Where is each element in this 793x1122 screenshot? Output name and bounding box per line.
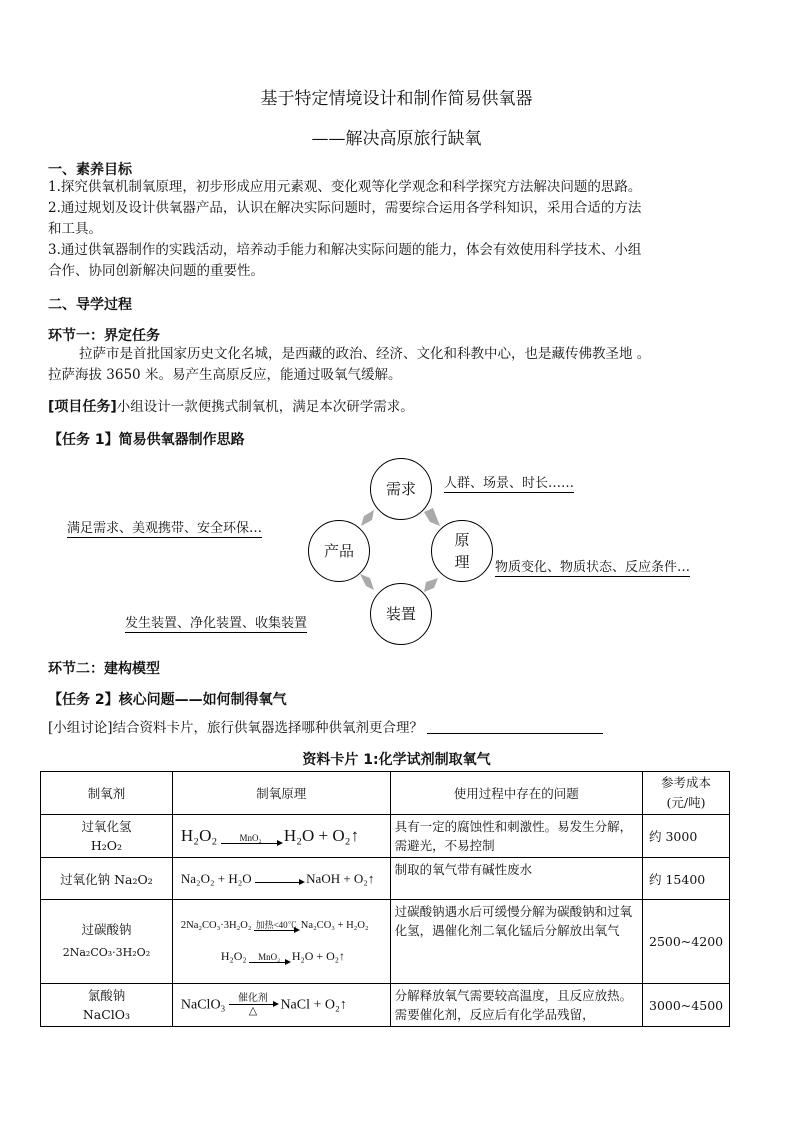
table-header-row	[41, 772, 730, 815]
header-cost-line2: (元/吨)	[666, 795, 706, 810]
goal-line-4: 3.通过供氧器制作的实践活动，培养动手能力和解决实际问题的能力，体会有效使用科学技术、小组	[48, 242, 642, 258]
problem-text: 具有一定的腐蚀性和刺激性。易发生分解，需避光，不易控制	[390, 815, 642, 858]
node-demand	[370, 458, 432, 520]
arrow-product-to-demand	[361, 510, 374, 526]
node-product-label: 产品	[323, 542, 354, 560]
header-agent: 制氧剂	[41, 772, 173, 815]
node-device-label: 装置	[385, 605, 416, 623]
equation-percarbonate: 2Na₂CO₃·3H₂O₂ 加热<40℃ Na₂CO₃ + H₂O₂ H₂O₂ MnO₂ H₂O + O₂↑	[172, 900, 390, 984]
table-row	[41, 984, 730, 1027]
link2-heading: 环节二：建构模型	[48, 661, 160, 677]
node-device	[370, 583, 432, 645]
note-principle: 物质变化、物质状态、反应条件…	[495, 556, 690, 577]
equation-na2o2: Na₂O₂ + H₂O NaOH + O₂↑	[172, 858, 390, 900]
cost-value: 约 3000	[643, 815, 730, 858]
document-title: 基于特定情境设计和制作简易供氧器	[260, 89, 533, 109]
task1-heading: 【任务 1】简易供氧器制作思路	[48, 432, 245, 448]
note-device: 发生装置、净化装置、收集装置	[125, 612, 307, 633]
goal-line-3: 和工具。	[48, 221, 102, 237]
problem-text: 过碳酸钠遇水后可缓慢分解为碳酸钠和过氧化氢，遇催化剂二氧化锰后分解放出氧气	[390, 900, 642, 984]
arrow-device-to-product	[360, 574, 374, 590]
node-principle-label-2: 理	[454, 553, 470, 571]
arrow-principle-to-device	[424, 578, 438, 592]
section1-heading: 一、素养目标	[48, 162, 132, 178]
problem-text: 分解释放氧气需要较高温度，且反应放热。需要催化剂，反应后有化学品残留，	[390, 984, 642, 1027]
document-subtitle: ——解决高原旅行缺氧	[311, 129, 482, 149]
project-task-label: [项目任务]	[48, 399, 117, 415]
table-row	[41, 858, 730, 900]
note-demand: 人群、场景、时长……	[444, 472, 574, 493]
note-product: 满足需求、美观携带、安全环保…	[67, 517, 262, 538]
node-principle-label-1: 原	[454, 531, 470, 549]
agent-formula: H₂O₂	[90, 838, 123, 853]
section2-heading: 二、导学过程	[48, 297, 132, 313]
equation-naclo3: NaClO₃ 催化剂 △ NaCl + O₂↑	[172, 984, 390, 1027]
goal-line-1: 1.探究供氧机制氧原理，初步形成应用元素观、变化观等化学观念和科学探究方法解决问题的思路。	[48, 179, 642, 195]
task2-heading: 【任务 2】核心问题——如何制得氧气	[48, 692, 287, 708]
goal-line-5: 合作、协同创新解决问题的重要性。	[48, 263, 264, 279]
header-cost-line1: 参考成本	[660, 775, 711, 790]
agent-name: 过碳酸钠	[81, 922, 132, 937]
agent-name: 过氧化氢	[81, 819, 132, 834]
link1-paragraph-line2: 拉萨海拔 3650 米。易产生高原反应，能通过吸氧气缓解。	[48, 367, 402, 383]
arrow-demand-to-principle	[424, 508, 440, 526]
project-task	[48, 397, 414, 418]
cost-value: 约 15400	[643, 858, 730, 900]
link1-heading: 环节一：界定任务	[48, 328, 160, 344]
table-row	[41, 815, 730, 858]
node-principle	[431, 520, 493, 582]
goal-line-2: 2.通过规划及设计供氧器产品，认识在解决实际问题时，需要综合运用各学科知识，采用合适的方法	[48, 200, 642, 216]
answer-blank[interactable]	[427, 733, 603, 734]
link1-paragraph-line1: 拉萨市是首批国家历史文化名城，是西藏的政治、经济、文化和科教中心，也是藏传佛教圣地 。	[79, 346, 651, 362]
discussion-line	[48, 718, 603, 739]
table-row	[41, 900, 730, 984]
discussion-text: [小组讨论]结合资料卡片，旅行供氧器选择哪种供氧剂更合理？	[48, 720, 424, 736]
agent-name: 氯酸钠	[87, 988, 126, 1003]
agent-formula: 2Na₂CO₃·3H₂O₂	[62, 946, 151, 959]
cost-value: 2500~4200	[643, 900, 730, 984]
reagent-table	[40, 771, 730, 1027]
header-principle: 制氧原理	[172, 772, 390, 815]
agent-formula: NaClO₃	[82, 1007, 131, 1022]
header-cost	[643, 772, 730, 815]
header-problem: 使用过程中存在的问题	[390, 772, 642, 815]
node-demand-label: 需求	[385, 480, 416, 498]
problem-text: 制取的氧气带有碱性废水	[390, 858, 642, 900]
table-caption: 资料卡片 1:化学试剂制取氧气	[302, 752, 491, 768]
node-product	[308, 520, 370, 582]
agent-name: 过氧化钠 Na₂O₂	[60, 871, 153, 887]
project-task-text: 小组设计一款便携式制氧机，满足本次研学需求。	[116, 399, 414, 415]
equation-h2o2: H₂O₂ MnO₂ H₂O + O₂↑	[172, 815, 390, 858]
cost-value: 3000~4500	[643, 984, 730, 1027]
